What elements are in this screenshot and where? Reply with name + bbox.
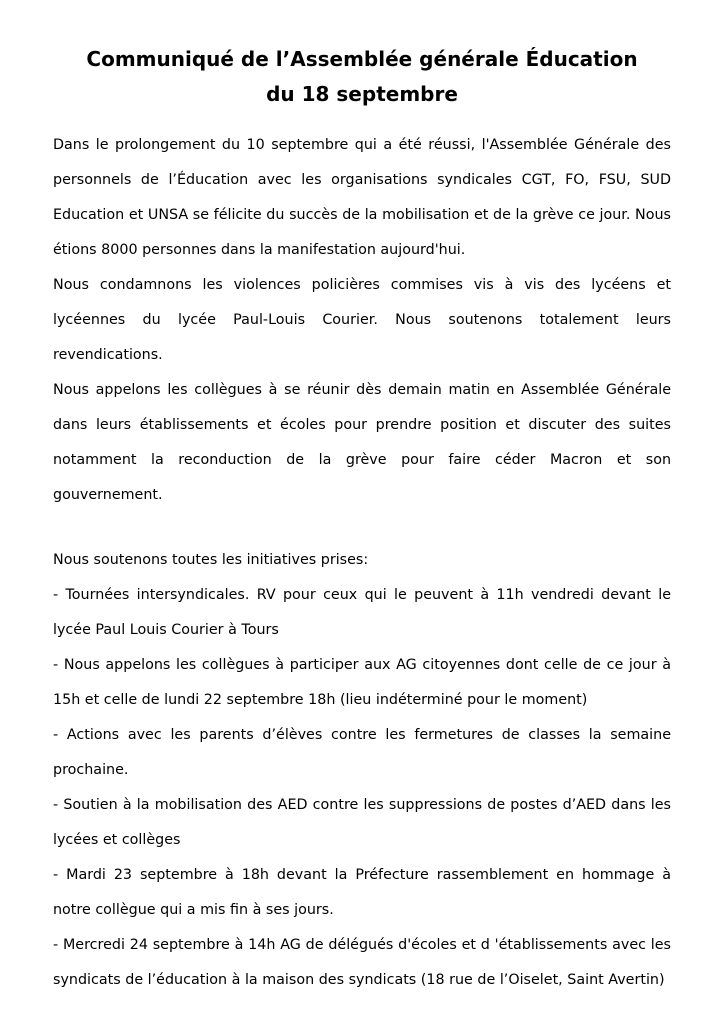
title-line-2: du 18 septembre [266,82,458,106]
initiative-item-3: - Actions avec les parents d’élèves contre les fermetures de classes la semaine prochaine. [53,727,671,778]
intro-paragraph-3: Nous appelons les collègues à se réunir dès demain matin en Assemblée Générale dans leurs établissements et écoles pour prendre position et discuter des suites notamment la reconduction de la grève pour faire céder Macron et son gouvernement. [53,382,671,503]
initiatives-intro: Nous soutenons toutes les initiatives prises: [53,552,369,568]
initiative-item-1: - Tournées intersyndicales. RV pour ceux qui le peuvent à 11h vendredi devant le lycée Paul Louis Courier à Tours [53,587,671,638]
intro-paragraph-1: Dans le prolongement du 10 septembre qui a été réussi, l'Assemblée Générale des personnels de l’Éducation avec les organisations syndicales CGT, FO, FSU, SUD Education et UNSA se félicite du succès de la mobilisation et de la grève ce jour. Nous étions 8000 personnes dans la manifestation aujourd'hui. [53,137,671,258]
blank-line [53,513,671,543]
initiative-item-4: - Soutien à la mobilisation des AED contre les suppressions de postes d’AED dans les lycées et collèges [53,797,671,848]
initiative-item-2: - Nous appelons les collègues à participer aux AG citoyennes dont celle de ce jour à 15h et celle de lundi 22 septembre 18h (lieu indéterminé pour le moment) [53,657,671,708]
initiative-item-6: - Mercredi 24 septembre à 14h AG de délégués d'écoles et d 'établissements avec les syndicats de l’éducation à la maison des syndicats (18 rue de l’Oiselet, Saint Avertin) [53,937,671,988]
title-line-1: Communiqué de l’Assemblée générale Éducation [86,47,638,71]
document-title [53,42,671,112]
intro-paragraph-2: Nous condamnons les violences policières commises vis à vis des lycéens et lycéennes du lycée Paul-Louis Courier. Nous soutenons totalement leurs revendications. [53,277,671,363]
document-body [53,128,671,998]
initiative-item-5: - Mardi 23 septembre à 18h devant la Préfecture rassemblement en hommage à notre collègue qui a mis fin à ses jours. [53,867,671,918]
